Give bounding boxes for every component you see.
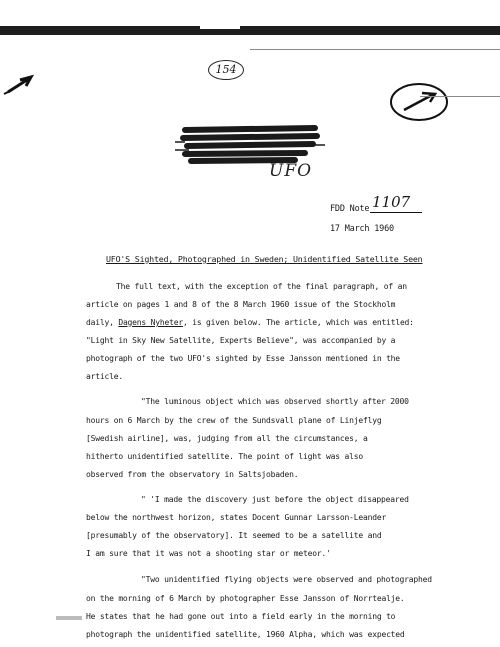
quote2-line-4: I am sure that it was not a shooting star or meteor.': [86, 549, 331, 558]
faint-rule-right: [420, 96, 500, 97]
quote1-line-4: hitherto unidentified satellite. The point of light was also: [86, 452, 363, 461]
quote3-line-3: He states that he had gone out into a field early in the morning to: [86, 612, 396, 621]
circled-mark-icon: [386, 80, 456, 130]
fdd-note-label: FDD Note: [330, 204, 370, 214]
intro-line-3: [86, 318, 414, 328]
quote2-line-1: " 'I made the discovery just before the object disappeared: [141, 495, 409, 504]
quote2-line-2: below the northwest horizon, states Docent Gunnar Larsson-Leander: [86, 513, 387, 522]
quote1-line-1: "The luminous object which was observed shortly after 2000: [141, 397, 409, 406]
document-date: 17 March 1960: [330, 224, 394, 234]
intro-line-1: The full text, with the exception of the final paragraph, of an: [116, 282, 407, 291]
intro-line-3-pre: daily,: [86, 318, 119, 327]
quote1-line-5: observed from the observatory in Saltsjobaden.: [86, 470, 299, 479]
document-title: UFO'S Sighted, Photographed in Sweden; Unidentified Satellite Seen: [106, 254, 423, 264]
quote3-line-2: on the morning of 6 March by photographer Esse Jansson of Norrtealje.: [86, 594, 405, 603]
handwritten-ufo-label: UFO: [269, 161, 313, 181]
newspaper-name: Dagens Nyheter: [118, 318, 183, 327]
fdd-note-number: 1107: [372, 193, 411, 211]
quote2-line-3: [presumably of the observatory]. It seemed to be a satellite and: [86, 531, 382, 540]
fdd-note-underline: [370, 212, 422, 213]
top-border-gap: [200, 26, 240, 29]
intro-line-3-post: , is given below. The article, which was entitled:: [182, 318, 414, 327]
intro-line-4: "Light in Sky New Satellite, Experts Believe", was accompanied by a: [86, 336, 396, 345]
top-border-bar: [0, 26, 500, 35]
quote1-line-3: [Swedish airline], was, judging from all the circumstances, a: [86, 434, 368, 443]
faint-rule-top: [250, 49, 500, 50]
stamp-number: 154: [208, 60, 244, 80]
quote3-line-4: photograph the unidentified satellite, 1960 Alpha, which was expected: [86, 630, 405, 639]
margin-arrow-mark-icon: [0, 70, 40, 100]
quote3-line-1: "Two unidentified flying objects were observed and photographed: [141, 575, 432, 584]
intro-line-5: photograph of the two UFO's sighted by Esse Jansson mentioned in the: [86, 354, 400, 363]
scan-smudge: [56, 616, 82, 620]
intro-line-6: article.: [86, 372, 123, 381]
intro-line-2: article on pages 1 and 8 of the 8 March 1960 issue of the Stockholm: [86, 300, 396, 309]
quote1-line-2: hours on 6 March by the crew of the Sundsvall plane of Linjeflyg: [86, 416, 382, 425]
